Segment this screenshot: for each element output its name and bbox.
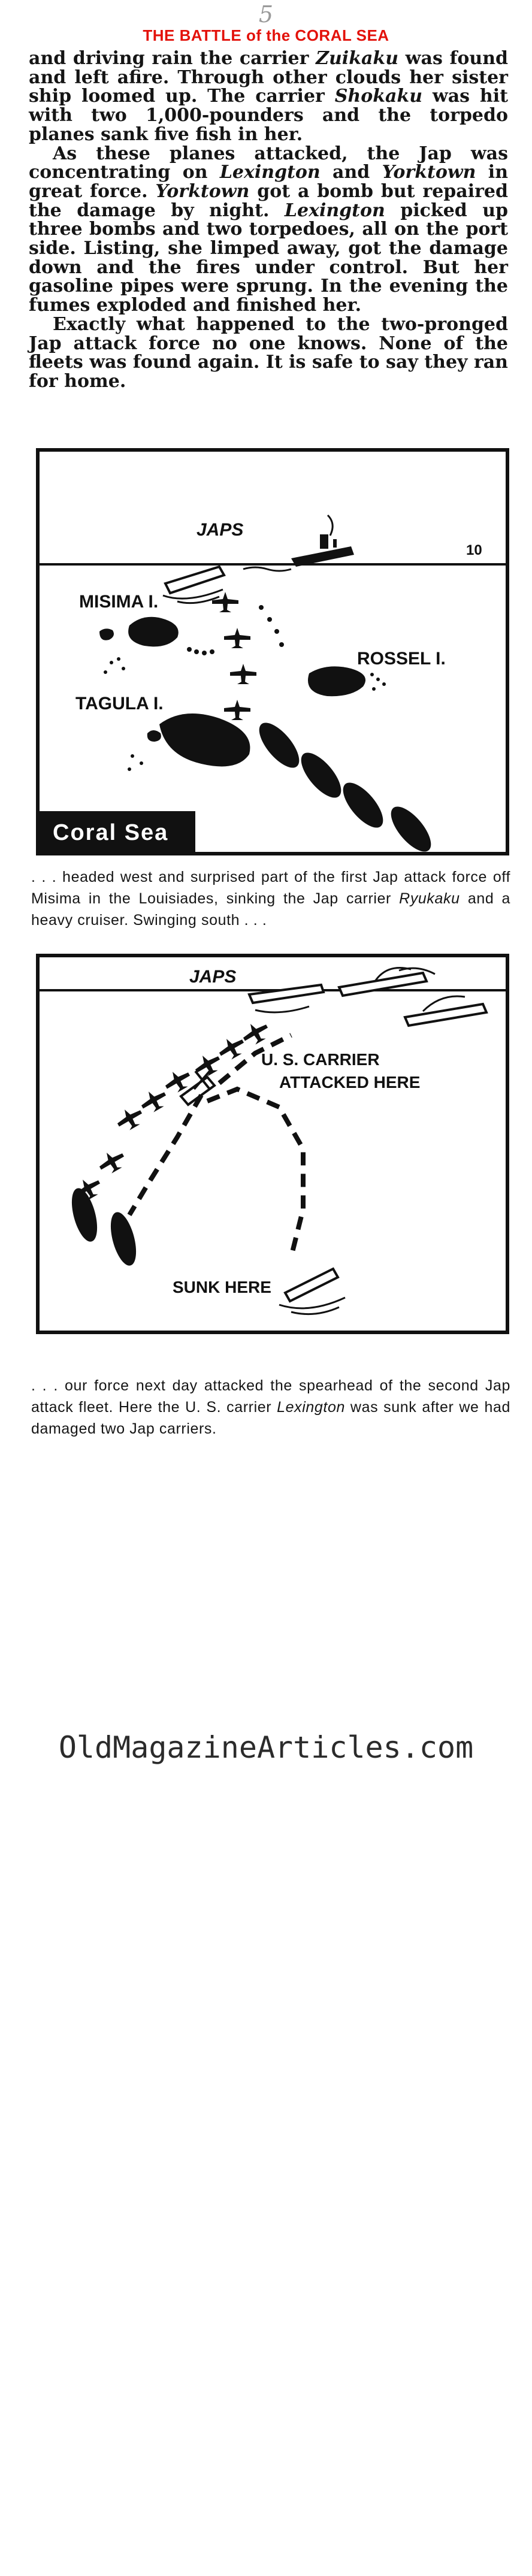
text-run: was hit with two 1,000-pounders and the torpedo planes sank five fish in her. bbox=[29, 86, 508, 145]
us-ship-icons-2 bbox=[67, 1186, 141, 1268]
page-number: 5 bbox=[258, 1, 274, 28]
text-run: picked up three bombs and two torpedoes, all on the port side. Listing, she limped away, got the damage down and the fires under control. But her gasoline pipes were sprung. In the evening the fumes exploded and finished her. bbox=[29, 199, 508, 316]
label-attacked-here: ATTACKED HERE bbox=[279, 1073, 421, 1092]
article-paragraph-3 bbox=[29, 315, 508, 391]
text-run: . . . headed west and surprised part of the first Jap attack force off Misima in the Louisiades, sinking the Jap carrier bbox=[31, 869, 510, 907]
map-lexington-drawing bbox=[40, 957, 506, 1331]
label-sunk-here: SUNK HERE bbox=[173, 1278, 271, 1296]
map1-caption bbox=[31, 866, 510, 931]
text-run: Exactly what happened to the two-pronged Jap attack force no one knows. None of the fleets was found again. It is safe to say they ran for home. bbox=[29, 313, 508, 392]
plane-icons-group-2 bbox=[71, 1017, 272, 1204]
italic-name: Ryukaku bbox=[399, 890, 460, 907]
label-misima: MISIMA I. bbox=[79, 592, 159, 612]
label-us-carrier: U. S. CARRIER bbox=[261, 1050, 380, 1069]
map1-label-number: 10 bbox=[466, 542, 482, 558]
text-run: in great force. bbox=[29, 162, 509, 202]
map1-label-japs: JAPS bbox=[197, 520, 244, 540]
text-run: was found and left afire. Through other clouds her sister ship loomed up. The carrier bbox=[29, 48, 508, 107]
map2-label-japs: JAPS bbox=[189, 967, 237, 987]
map-lexington-sinking bbox=[36, 954, 509, 1334]
jap-carrier-icons bbox=[249, 968, 486, 1026]
article-paragraph-2 bbox=[29, 144, 508, 315]
italic-name: Yorktown bbox=[382, 162, 476, 183]
map-misima-attack bbox=[36, 448, 509, 855]
italic-name: Lexington bbox=[219, 162, 321, 183]
sunk-carrier-icon bbox=[279, 1269, 345, 1314]
text-run: got a bomb but repaired the damage by night. bbox=[29, 180, 508, 221]
text-run: As these planes attacked, the Jap was concentrating on bbox=[29, 143, 508, 183]
text-run: . . . our force next day attacked the spearhead of the second Jap attack fleet. Here the U. S. carrier bbox=[31, 1377, 510, 1416]
italic-name: Zuikaku bbox=[316, 48, 399, 69]
watermark: OldMagazineArticles.com bbox=[58, 1730, 474, 1765]
text-run: and driving rain the carrier bbox=[29, 48, 316, 69]
label-rossel: ROSSEL I. bbox=[357, 649, 446, 669]
italic-name: Lexington bbox=[284, 199, 385, 221]
plane-icons bbox=[212, 592, 256, 720]
text-run: and bbox=[320, 162, 382, 183]
italic-name: Lexington bbox=[277, 1399, 345, 1416]
label-tagula: TAGULA I. bbox=[75, 694, 164, 713]
label-coral-sea: Coral Sea bbox=[53, 820, 169, 845]
sinking-ship-icon bbox=[291, 534, 354, 567]
article-headline: THE BATTLE of the CORAL SEA bbox=[143, 26, 389, 44]
map2-caption bbox=[31, 1375, 510, 1440]
text-run: and a heavy cruiser. Swinging south . . . bbox=[31, 890, 511, 929]
article-body bbox=[29, 49, 508, 391]
text-run: was sunk after we had damaged two Jap carriers. bbox=[31, 1399, 510, 1437]
sinking-carrier-icon bbox=[163, 567, 224, 603]
article-paragraph-1 bbox=[29, 49, 508, 144]
italic-name: Yorktown bbox=[155, 180, 250, 202]
map-misima-drawing bbox=[40, 452, 506, 852]
us-ship-icons bbox=[252, 716, 438, 852]
italic-name: Shokaku bbox=[334, 86, 423, 107]
